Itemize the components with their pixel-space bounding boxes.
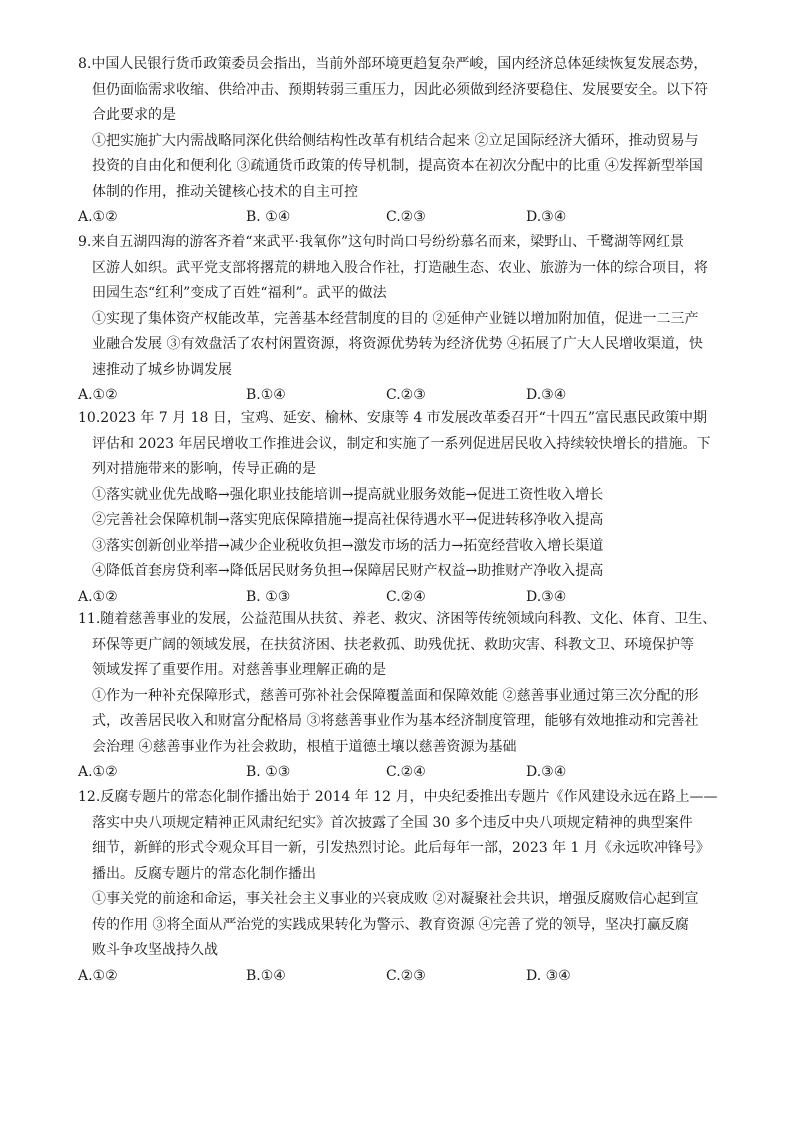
- question-stem-line: 领域发挥了重要作用。对慈善事业理解正确的是: [92, 662, 386, 678]
- question-stem-line: 列对措施带来的影响，传导正确的是: [92, 461, 316, 477]
- option-statement-line: ④降低首套房贷利率→降低居民财务负担→保障居民财产权益→助推财产净收入提高: [92, 563, 604, 579]
- choice-c: C.②③: [386, 209, 426, 225]
- question-stem-line: 播出。反腐专题片的常态化制作播出: [92, 865, 316, 882]
- option-statement-line: 传的作用 ③将全面从严治党的实践成果转化为警示、教育资源 ④完善了党的领导，坚决打赢反腐: [92, 916, 689, 933]
- question-number: 9.: [78, 234, 92, 250]
- choice-d: D.③④: [526, 764, 567, 780]
- question-stem-line: 田园生态“红利”变成了百姓“福利”。武平的做法: [92, 285, 387, 301]
- option-statement-line: 投资的自由化和便利化 ③疏通货币政策的传导机制，提高资本在初次分配中的比重 ④发挥新型举国: [92, 158, 703, 174]
- question-number: 10.: [78, 410, 101, 426]
- answer-choices: [78, 205, 728, 231]
- question-number: 11.: [78, 611, 101, 627]
- option-statement-line: ③落实创新创业举措→减少企业税收负担→激发市场的活力→拓宽经营收入增长渠道: [92, 537, 604, 554]
- question-stem-line: 环保等更广阔的领域发展，在扶贫济困、扶老救孤、助残优抚、救助灾害、科教文卫、环境保护等: [92, 636, 694, 653]
- question-11: [78, 607, 728, 786]
- choice-d: D.③④: [526, 209, 567, 225]
- option-statement-line: 败斗争攻坚战持久战: [92, 942, 218, 958]
- option-statement-line: 速推动了城乡协调发展: [92, 361, 232, 378]
- question-stem-line: 但仍面临需求收缩、供给冲击、预期转弱三重压力，因此必须做到经济要稳住、发展要安全。以下符: [92, 81, 708, 98]
- option-statement-line: ①作为一种补充保障形式，慈善可弥补社会保障覆盖面和保障效能 ②慈善事业通过第三次分配的形: [92, 687, 699, 704]
- question-stem-line: 12.反腐专题片的常态化制作播出始于 2014 年 12 月，中央纪委推出专题片《作风建设永远在路上——: [78, 789, 718, 805]
- question-8: [78, 52, 728, 231]
- choice-c: C.②④: [386, 588, 426, 605]
- choice-d: D.③④: [526, 588, 567, 605]
- question-stem-line: 8.中国人民银行货币政策委员会指出，当前外部环境更趋复杂严峻，国内经济总体延续恢复发展态势，: [78, 56, 708, 72]
- question-stem-line: 区游人如织。武平党支部将撂荒的耕地入股合作社，打造融生态、农业、旅游为一体的综合项目，将: [92, 259, 708, 276]
- choice-a: A.①②: [78, 967, 118, 984]
- answer-choices: [78, 760, 728, 786]
- option-statement-line: ①事关党的前途和命运，事关社会主义事业的兴衰成败 ②对凝聚社会共识，增强反腐败信心起到宣: [92, 891, 699, 907]
- option-statement-line: ①把实施扩大内需战略同深化供给侧结构性改革有机结合起来 ②立足国际经济大循环，推动贸易与: [92, 132, 699, 149]
- question-number: 8.: [78, 56, 92, 72]
- question-12: [78, 785, 728, 989]
- choice-b: B.①④: [246, 387, 286, 403]
- option-statement-line: 会治理 ④慈善事业作为社会救助，根植于道德土壤以慈善资源为基础: [92, 738, 517, 755]
- choice-b: B. ①④: [246, 209, 291, 225]
- choice-c: C.②④: [386, 764, 426, 780]
- question-stem-line: 细节，新鲜的形式令观众耳目一新，引发热烈讨论。此后每年一部，2023 年 1 月《永远吹冲锋号》: [92, 840, 710, 856]
- option-statement-line: 业融合发展 ③有效盘活了农村闲置资源，将资源优势转为经济优势 ④拓展了广大人民增收渠道，快: [92, 336, 703, 352]
- choice-c: C.②③: [386, 387, 426, 403]
- question-stem-line: 落实中央八项规定精神正风肃纪纪实》首次披露了全国 30 多个违反中央八项规定精神的典型案件: [92, 814, 693, 831]
- question-stem-line: 10.2023 年 7 月 18 日，宝鸡、延安、榆林、安康等 4 市发展改革委召开“十四五”富民惠民政策中期: [78, 410, 707, 426]
- choice-a: A.①②: [78, 387, 118, 403]
- choice-d: D.③④: [526, 387, 567, 403]
- question-9: [78, 230, 728, 409]
- option-statement-line: ①实现了集体资产权能改革，完善基本经营制度的目的 ②延伸产业链以增加附加值，促进一二三产: [92, 310, 699, 327]
- option-statement-line: ①落实就业优先战略→强化职业技能培训→提高就业服务效能→促进工资性收入增长: [92, 486, 604, 503]
- choice-a: A.①②: [78, 588, 118, 605]
- choice-a: A.①②: [78, 764, 118, 780]
- choice-b: B. ①③: [246, 588, 291, 605]
- option-statement-line: ②完善社会保障机制→落实兜底保障措施→提高社保待遇水平→促进转移净收入提高: [92, 512, 604, 528]
- choice-d: D. ③④: [526, 967, 571, 984]
- option-statement-line: 体制的作用，推动关键核心技术的自主可控: [92, 183, 358, 200]
- answer-choices: [78, 383, 728, 409]
- choice-a: A.①②: [78, 209, 118, 225]
- question-10: [78, 406, 728, 610]
- question-stem-line: 合此要求的是: [92, 107, 176, 123]
- choice-c: C.②③: [386, 967, 426, 984]
- choice-b: B. ①③: [246, 764, 291, 780]
- answer-choices: [78, 964, 728, 990]
- question-number: 12.: [78, 789, 101, 805]
- choice-b: B.①④: [246, 967, 286, 984]
- option-statement-line: 式，改善居民收入和财富分配格局 ③将慈善事业作为基本经济制度管理，能够有效地推动和完善社: [92, 713, 699, 729]
- question-stem-line: 评估和 2023 年居民增收工作推进会议，制定和实施了一系列促进居民收入持续较快增长的措施。下: [92, 435, 711, 452]
- question-stem-line: 11.随着慈善事业的发展，公益范围从扶贫、养老、救灾、济困等传统领域向科教、文化、体育、卫生、: [78, 611, 717, 627]
- question-stem-line: 9.来自五湖四海的游客齐着“来武平·我氧你”这句时尚口号纷纷慕名而来，梁野山、千鹭湖等网红景: [78, 234, 685, 250]
